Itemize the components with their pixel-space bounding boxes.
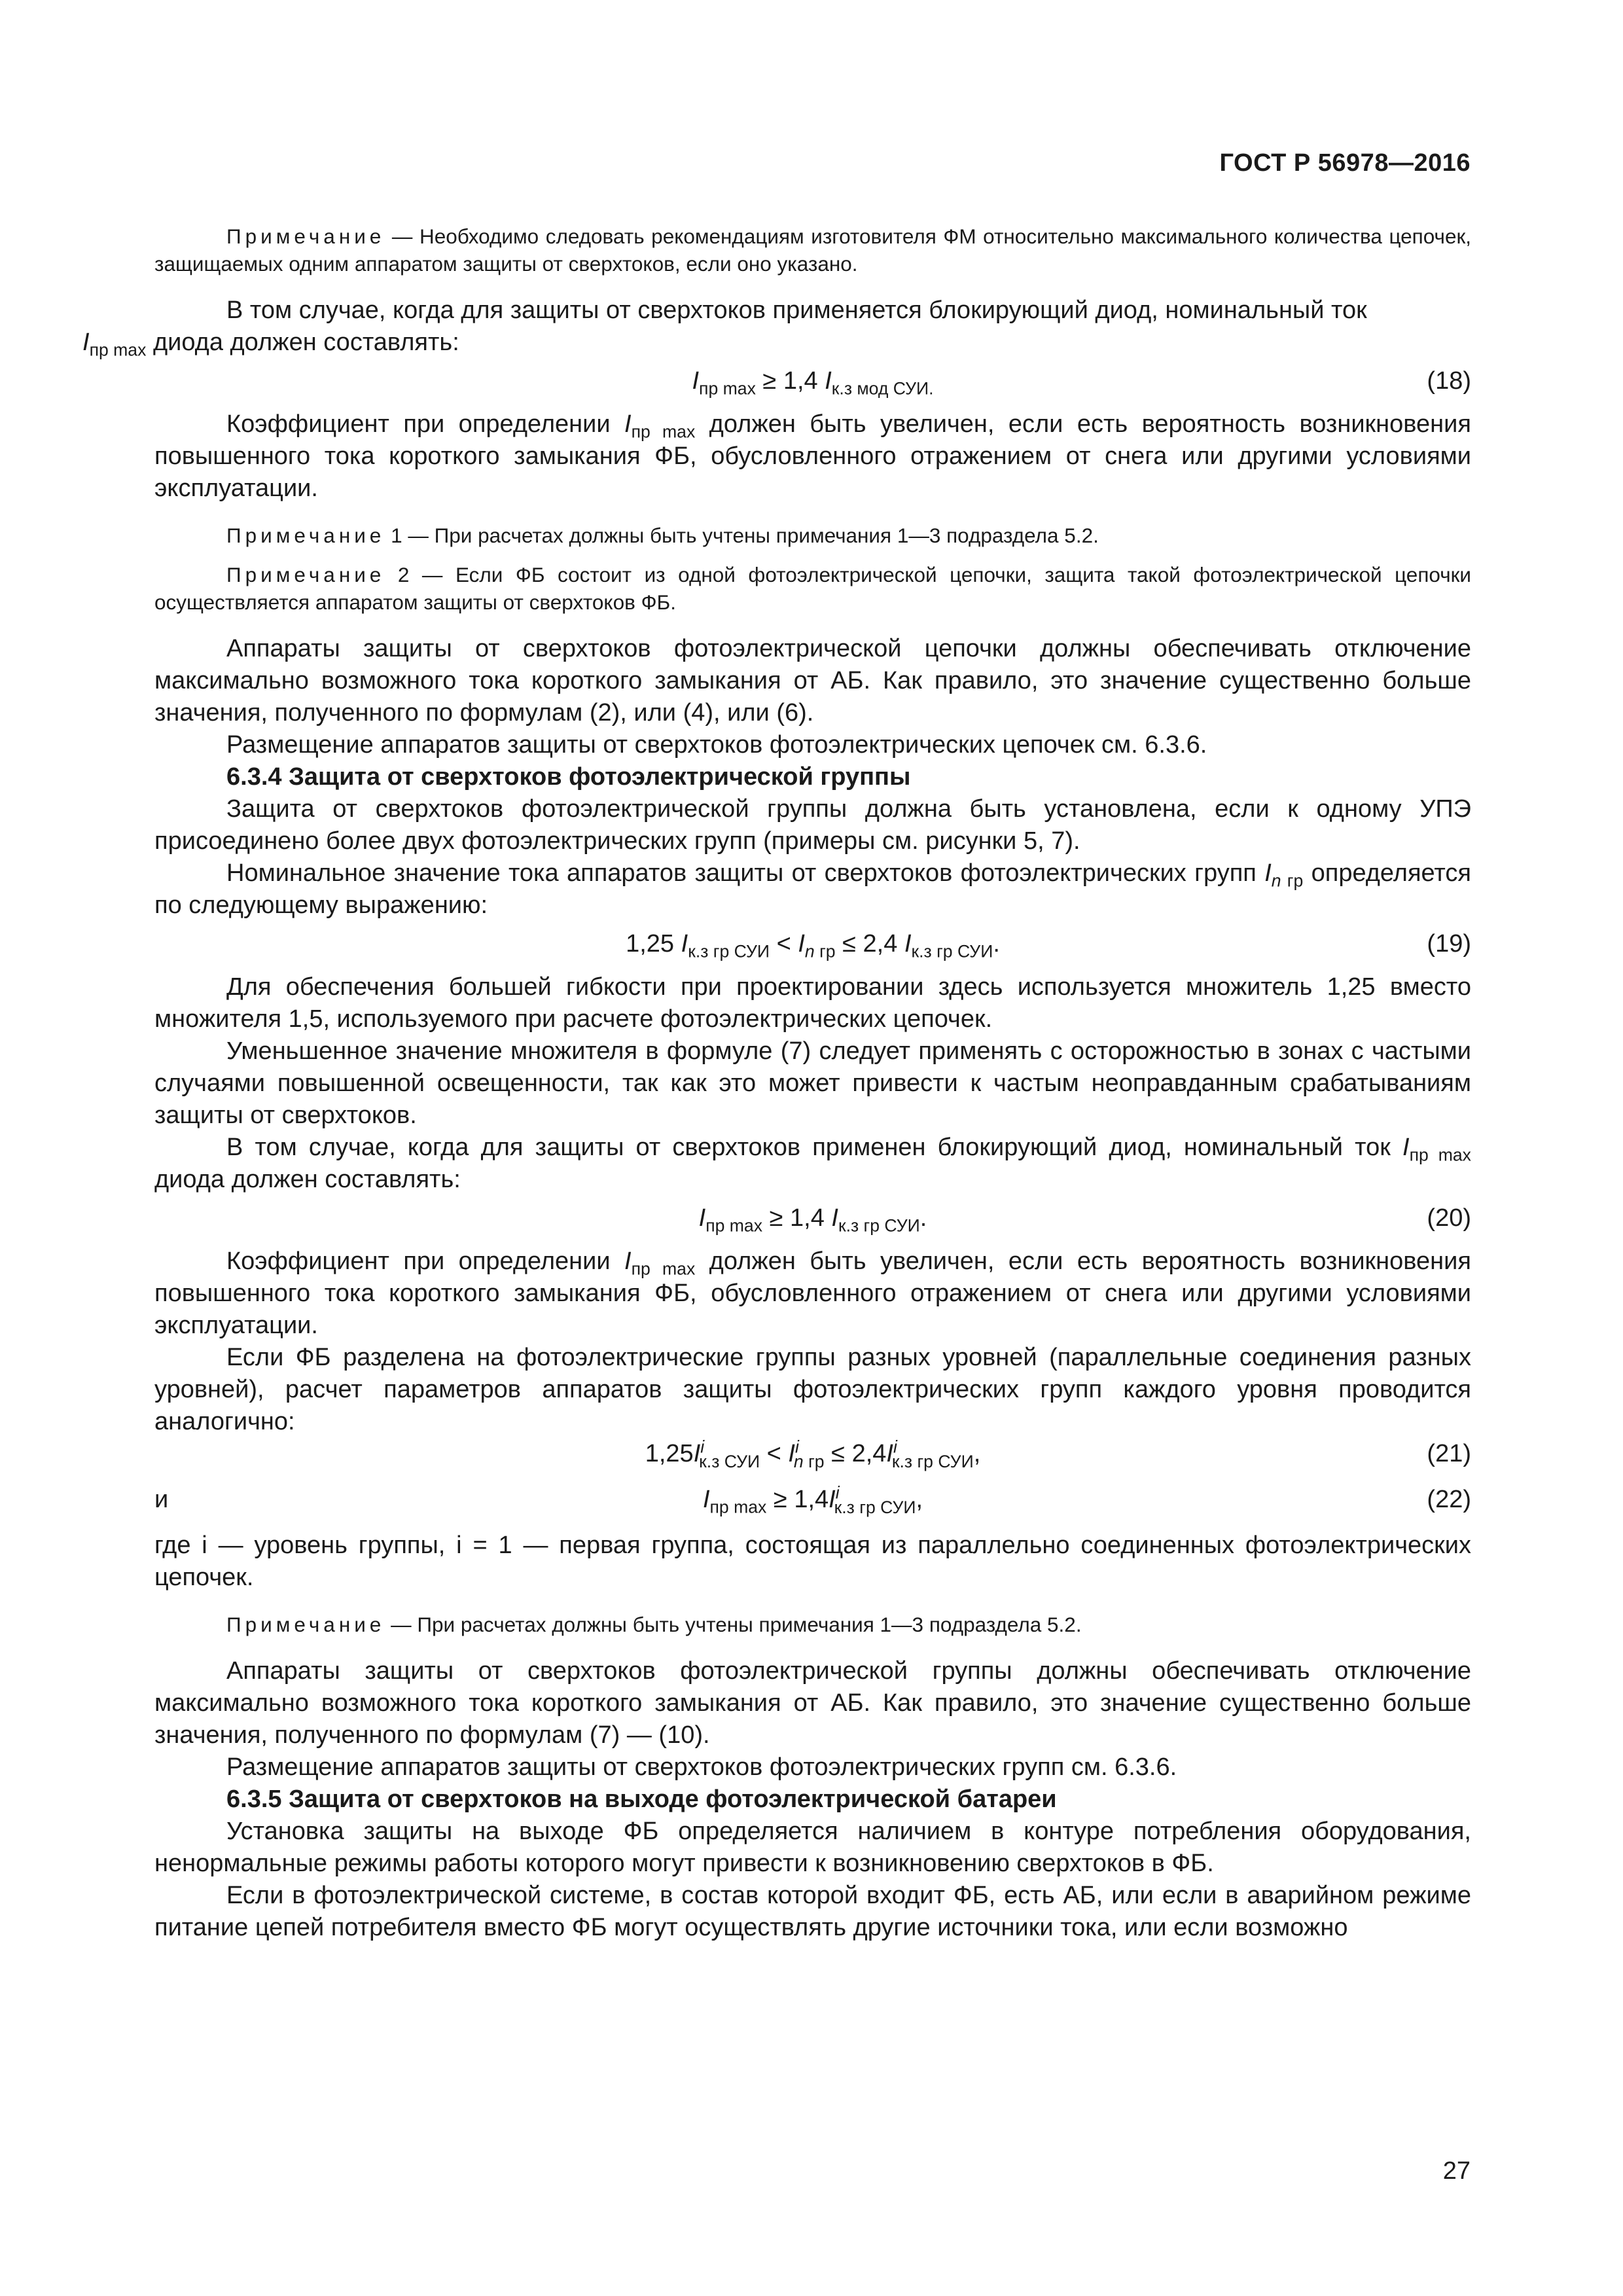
document-id: ГОСТ Р 56978—2016 [1219,149,1471,177]
formula-20 [154,1196,1471,1246]
paragraph: Аппараты защиты от сверхтоков фотоэлектрической цепочки должны обеспечивать отключение максимально возможного тока короткого замыкания от АБ. Как правило, это значение существенно больше значения, полученного по формулам (2), или (4), или (6). [154,635,1471,726]
formula-lead: и [154,1486,169,1513]
paragraph: Аппараты защиты от сверхтоков фотоэлектрической группы должны обеспечивать отключение максимально возможного тока короткого замыкания от АБ. Как правило, это значение существенно больше значения, полученного по формулам (7) — (10). [154,1657,1471,1749]
formula-number: (18) [1427,367,1471,395]
paragraph: Размещение аппаратов защиты от сверхтоков фотоэлектрических цепочек см. 6.3.6. [226,731,1207,759]
formula-19 [154,922,1471,971]
formula-21 [154,1438,1471,1477]
paragraph: Номинальное значение тока аппаратов защиты от сверхтоков фотоэлектрических групп $I_n$ $_{гр}$ определяется по следующему выражению: [154,859,1471,919]
formula-22 [154,1477,1471,1530]
paragraph: Уменьшенное значение множителя в формуле (7) следует применять с осторожностью в зонах с частыми случаями повышенной освещенности, так как это может привести к частым неоправданным срабатываниям защиты от сверхтоков. [154,1037,1471,1129]
paragraph: Для обеспечения большей гибкости при проектировании здесь используется множитель 1,25 вместо множителя 1,5, используемого при расчете фотоэлектрических цепочек. [154,973,1471,1033]
note-text: — Необходимо следовать рекомендациям изготовителя ФМ относительно максимального количества цепочек, защищаемых одним аппаратом защиты от сверхтоков, если оно указано. [154,224,1471,276]
paragraph: Коэффициент при определении $I_{пр max}$ должен быть увеличен, если есть вероятность возникновения повышенного тока короткого замыкания ФБ, обусловленного отражением от снега или другими условиями эксплуатации. [154,410,1471,502]
paragraph: Если ФБ разделена на фотоэлектрические группы разных уровней (параллельные соединения разных уровней), расчет параметров аппаратов защиты фотоэлектрических групп каждого уровня проводится аналогично: [154,1344,1471,1435]
section-heading: 6.3.4 Защита от сверхтоков фотоэлектрической группы [226,763,911,791]
formula-number: (21) [1427,1440,1471,1467]
paragraph: Коэффициент при определении $I_{пр max}$ должен быть увеличен, если есть вероятность возникновения повышенного тока короткого замыкания ФБ, обусловленного отражением от снега или другими условиями эксплуатации. [154,1247,1471,1339]
note: Примечание 1 — При расчетах должны быть учтены примечания 1—3 подраздела 5.2. [226,524,1099,547]
paragraph: В том случае, когда для защиты от сверхтоков применяется блокирующий диод, номинальный ток $I_{пр max}$ диода должен составлять: [82,296,1367,360]
note [154,223,1471,278]
note: Примечание 2 — Если ФБ состоит из одной фотоэлектрической цепочки, защита такой фотоэлектрической цепочки осуществляется аппаратом защиты от сверхтоков ФБ. [154,563,1471,614]
formula-expression: $1,25I^i_{к.з СУИ} < I^i_{n гр} \le 2,4I^i_{к.з гр СУИ}$, [645,1437,981,1471]
page-number: 27 [1442,2157,1471,2185]
formula-number: (22) [1427,1486,1471,1513]
formula-expression: $I_{пр max} \ge 1,4I^i_{к.з гр СУИ}$, [702,1482,923,1517]
paragraph: где i — уровень группы, i = 1 — первая группа, состоящая из параллельно соединенных фотоэлектрических цепочек. [154,1532,1471,1591]
formula-number: (19) [1427,930,1471,958]
note-label: Примечание [226,224,385,248]
formula-expression: $I_{пр max} \ge 1,4$ $I_{к.з гр СУИ}$. [698,1204,927,1236]
section-heading: 6.3.5 Защита от сверхтоков на выходе фотоэлектрической батареи [226,1785,1057,1813]
paragraph: Установка защиты на выходе ФБ определяется наличием в контуре потребления оборудования, ненормальные режимы работы которого могут привести к возникновению сверхтоков в ФБ. [154,1818,1471,1877]
page-content [82,223,1471,1944]
paragraph: Если в фотоэлектрической системе, в состав которой входит ФБ, есть АБ, или если в аварийном режиме питание цепей потребителя вместо ФБ могут осуществлять другие источники тока, или если возможно [154,1882,1471,1941]
paragraph: Защита от сверхтоков фотоэлектрической группы должна быть установлена, если к одному УПЭ присоединено более двух фотоэлектрических групп (примеры см. рисунки 5, 7). [154,795,1471,855]
paragraph: В том случае, когда для защиты от сверхтоков применен блокирующий диод, номинальный ток $I_{пр max}$ диода должен составлять: [154,1134,1471,1193]
formula-18 [154,359,1471,408]
formula-number: (20) [1427,1204,1471,1232]
formula-expression: 1,25 $I_{к.з гр СУИ} < I_n$ $_{гр}$ ≤ 2,4 $I_{к.з гр СУИ}$. [626,930,1000,961]
note: Примечание — При расчетах должны быть учтены примечания 1—3 подраздела 5.2. [226,1613,1082,1636]
formula-expression: $I_{пр max} \ge 1,4$ $I_{к.з мод СУИ.}$ [692,367,934,399]
paragraph: Размещение аппаратов защиты от сверхтоков фотоэлектрических групп см. 6.3.6. [226,1753,1177,1781]
